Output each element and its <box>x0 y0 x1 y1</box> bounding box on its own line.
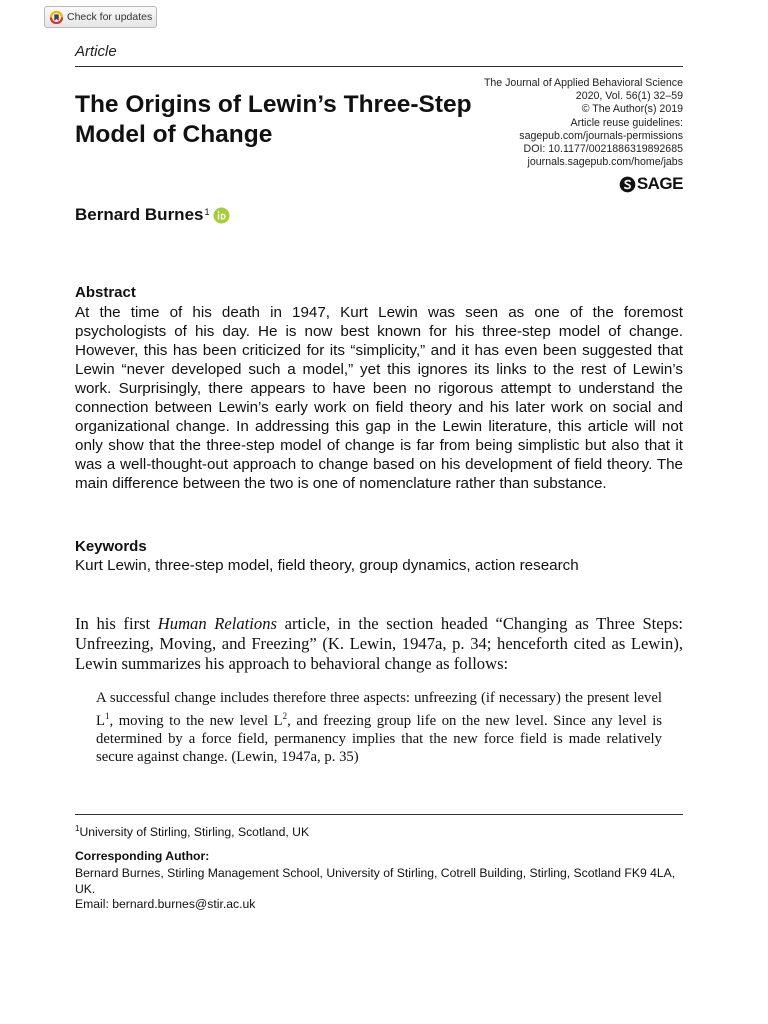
corresponding-author-text: Bernard Burnes, Stirling Management School, University of Stirling, Cotrell Building, Stirling, Scotland FK9 4LA, UK. <box>75 866 676 896</box>
check-for-updates-icon <box>50 11 63 24</box>
quote-superscript-2: 2 <box>282 711 288 721</box>
body-text-end: article, in the section headed “Changing as Three Steps: Unfreezing, Moving, and Freezing” (K. Lewin, 1947a, p. 34; henceforth cited as Lewin), Lewin summarizes his approach to behavioral change as follows: <box>75 614 684 673</box>
article-title: The Origins of Lewin’s Three-Step Model of Change <box>75 91 472 148</box>
email-link[interactable]: bernard.burnes@stir.ac.uk <box>112 897 256 911</box>
copyright: © The Author(s) 2019 <box>581 103 683 116</box>
corresponding-author-heading: Corresponding Author: <box>75 849 210 863</box>
author-line <box>75 205 230 225</box>
body-text-start: In his first <box>75 614 158 633</box>
article-type-label: Article <box>75 43 117 60</box>
footnote-divider <box>75 814 683 815</box>
affiliation-text: University of Stirling, Stirling, Scotland, UK <box>79 825 310 840</box>
journal-name: The Journal of Applied Behavioral Science <box>483 77 683 89</box>
email-line <box>75 897 255 911</box>
email-label: Email: <box>75 897 113 911</box>
author-name[interactable]: Bernard Burnes <box>75 205 204 224</box>
publisher-logo <box>619 174 683 194</box>
quote-superscript-1: 1 <box>104 711 110 721</box>
header-divider <box>75 66 683 67</box>
quote-text-1: A successful change includes therefore three aspects: unfreezing (if necessary) the present level L <box>96 690 662 729</box>
keywords-list: Kurt Lewin, three-step model, field theory, group dynamics, action research <box>75 557 579 574</box>
volume-info: 2020, Vol. 56(1) 32–59 <box>575 90 683 103</box>
abstract-text: At the time of his death in 1947, Kurt Lewin was seen as one of the foremost psychologists of his day. He is now best known for his three-step model of change. However, this has been criticized for its “simplicity,” and it has even been suggested that Lewin “never developed such a model,” yet this ignores its links to the rest of Lewin’s work. Surprisingly, there appears to have been no rigorous attempt to understand the connection between Lewin’s early work on field theory and his later work on social and organizational change. In addressing this gap in the Lewin literature, this article will not only show that the three-step model of change is far from being simplistic but also that it was a well-thought-out approach to change based on his development of field theory. The main difference between the two is one of nomenclature rather than substance. <box>75 304 683 492</box>
affiliation-marker: 1 <box>75 824 80 833</box>
permissions-link[interactable]: sagepub.com/journals-permissions <box>519 129 683 142</box>
orcid-icon[interactable] <box>213 207 230 224</box>
journal-home-link[interactable]: journals.sagepub.com/home/jabs <box>527 156 683 169</box>
reuse-guidelines-label: Article reuse guidelines: <box>570 116 683 129</box>
abstract-heading: Abstract <box>75 284 136 301</box>
publication-info <box>423 77 683 169</box>
quote-text-2: , moving to the new level L <box>109 712 283 729</box>
publisher-name: SAGE <box>636 174 683 193</box>
check-for-updates-button[interactable] <box>44 6 157 28</box>
keywords-heading: Keywords <box>75 538 147 555</box>
affiliation-footnote <box>75 824 309 839</box>
block-quote <box>96 689 662 766</box>
sage-logo-icon <box>619 176 636 193</box>
author-affiliation-marker: 1 <box>204 207 210 217</box>
journal-title-italic: Human Relations <box>157 614 277 633</box>
check-for-updates-label: Check for updates <box>67 11 153 23</box>
quote-text-3: , and freezing group life on the new level. Since any level is determined by a force field, permanency implies that the new force field is made relatively secure against change. (Lewin, 1947a, p. 35) <box>96 712 662 765</box>
doi[interactable]: DOI: 10.1177/0021886319892685 <box>523 143 683 156</box>
body-paragraph <box>75 614 683 674</box>
